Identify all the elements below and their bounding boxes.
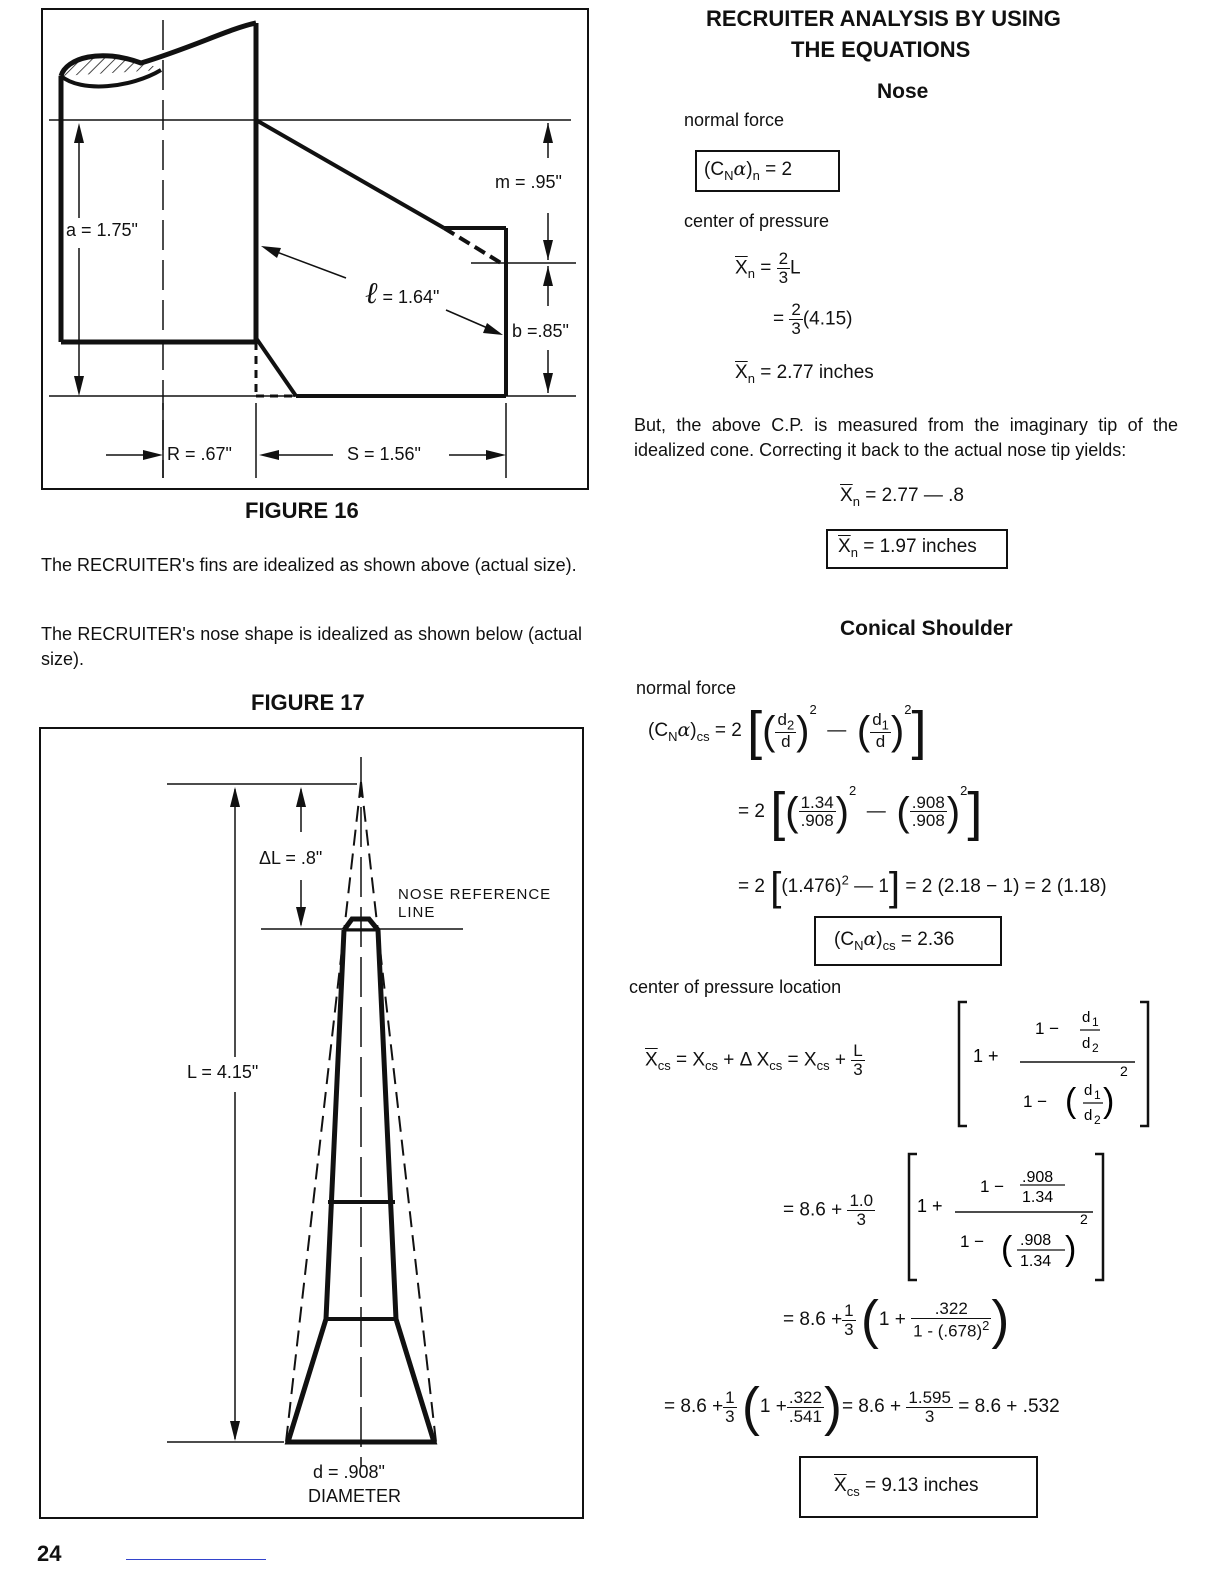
svg-text:1.34: 1.34 — [1020, 1253, 1052, 1270]
svg-text:): ) — [1065, 1230, 1077, 1268]
normal-force-label: normal force — [684, 110, 785, 130]
xcs-e4-lead: = 8.6 + — [664, 1396, 724, 1418]
xcs-e2-f2n: .908 — [1022, 1169, 1054, 1186]
svg-text:2: 2 — [1120, 1063, 1128, 1079]
svg-text:d: d — [1082, 1035, 1091, 1052]
xcs-equation-3: = 8.6 + $\frac{1}{3}$ (1 + $\frac{.322}{1 - (.678)^2}$ ) — [783, 1290, 1010, 1350]
dimension-S-label: S = 1.56" — [347, 444, 421, 464]
xcs-equation-4: = 8.6 + $\frac{1}{3}$ (1 + $\frac{.322}{.541}$ )= 8.6 + $\frac{1.595}{3}$ = 8.6 + .532 — [664, 1377, 1060, 1437]
nose-header: Nose — [877, 80, 929, 103]
cs-eq2-den-b: .908 — [911, 811, 945, 831]
figure-17-caption: FIGURE 17 — [251, 690, 365, 715]
xcs-e4-num: 1.595 — [908, 1387, 951, 1407]
svg-text:d: d — [1084, 1082, 1093, 1099]
svg-text:2: 2 — [1092, 1041, 1099, 1055]
figure-16-drawing — [41, 8, 589, 490]
dimension-delta-l-label: ΔL = .8" — [259, 848, 323, 868]
svg-text:1 +: 1 + — [973, 1046, 999, 1066]
xcs-e2-f1n: 1.0 — [849, 1191, 874, 1210]
fins-paragraph: The RECRUITER's fins are idealized as shown above (actual size). — [41, 555, 577, 575]
xn-eq4-rhs: = 2.77 — .8 — [865, 485, 964, 506]
svg-text:1 −: 1 − — [960, 1232, 985, 1251]
xcs-equation-2: = 8.6 + $\frac{1.0}{3}$ — [783, 1191, 874, 1229]
xn-eq2-rhs: (4.15) — [802, 308, 853, 330]
svg-text:2: 2 — [1094, 1113, 1101, 1127]
dimension-d-label: d = .908" — [313, 1462, 385, 1482]
dimension-l-label: ℓ = 1.64" — [365, 276, 440, 311]
xcs-e4-inner-num: .322 — [788, 1387, 822, 1407]
cs-eq2-num-a: 1.34 — [800, 792, 834, 812]
svg-text:): ) — [1103, 1082, 1115, 1120]
diameter-label: DIAMETER — [308, 1486, 402, 1506]
cn-cs-equation-1: $(C_N\alpha)_{cs} = 2$ [( $\frac{d_2}{d}$ )$^2$ — ( $\frac{d_1}{d}$ )$^2$] — [648, 700, 927, 761]
normal-force-label-2: normal force — [636, 678, 737, 698]
xn-boxed-rhs: = 1.97 inches — [863, 536, 977, 557]
svg-text:.908: .908 — [1020, 1232, 1052, 1249]
page-number: 24 — [37, 1541, 62, 1566]
dimension-L-label: L = 4.15" — [187, 1062, 259, 1082]
dimension-R-label: R = .67" — [167, 444, 232, 464]
svg-text:2: 2 — [1080, 1211, 1088, 1227]
xn-equation-1: $\overline{X}_n$ = $\frac{2}{3}$ L — [735, 249, 801, 287]
svg-text:1: 1 — [1092, 1015, 1099, 1029]
dimension-a-label: a = 1.75" — [66, 218, 138, 243]
xcs-e4-tail: = 8.6 + .532 — [958, 1396, 1060, 1418]
xn-equation-3: $\overline{X}_n = 2.77$ inches — [735, 362, 874, 386]
xcs-e2-lead: = 8.6 + — [783, 1199, 843, 1221]
dimension-m-label: m = .95" — [495, 172, 562, 192]
nose-paragraph: The RECRUITER's nose shape is idealized as shown below (actual size). — [41, 624, 582, 669]
dimension-l-value: = 1.64" — [382, 287, 440, 307]
xn-equation-4: $\overline{X}_n = 2.77$ — .8 — [840, 485, 964, 509]
svg-text:1 −: 1 − — [1023, 1092, 1048, 1111]
xn-eq1-rhs: L — [790, 257, 801, 279]
figure-17-drawing — [39, 727, 584, 1519]
svg-text:1: 1 — [1094, 1088, 1101, 1102]
dimension-b-label: b =.85" — [512, 321, 569, 341]
xcs-e3-lead: = 8.6 + — [783, 1309, 843, 1331]
xcs-e4-inner-den: .541 — [788, 1406, 822, 1426]
xcs-e2-f2d: 1.34 — [1022, 1189, 1054, 1206]
xcs-e3-den: (.678) — [937, 1321, 983, 1341]
cn-cs-boxed-value: = 2.36 — [900, 929, 955, 950]
cn-nose-equation: $(C_N\alpha)_n = 2$ — [704, 158, 793, 183]
xcs-eq2-brackets — [905, 1152, 1110, 1284]
cs-eq3-rest: = 2 (2.18 − 1) = 2 (1.18) — [905, 876, 1107, 898]
xn-result-equation: $\overline{X}_n = 1.97$ inches — [838, 536, 977, 560]
nose-reference-label-line2: LINE — [398, 904, 436, 921]
section-title-line1: RECRUITER ANALYSIS BY USING — [706, 6, 1061, 31]
xcs-e3-num: .322 — [911, 1300, 991, 1319]
svg-text:d: d — [1084, 1107, 1093, 1124]
svg-text:1 −: 1 − — [1035, 1019, 1060, 1038]
cs-eq3-base: (1.476) — [781, 876, 842, 898]
correction-paragraph: But, the above C.P. is measured from the imaginary tip of the idealized cone. Correcting it back to the actual nose tip yields: — [634, 415, 1178, 460]
svg-text:1 +: 1 + — [917, 1196, 943, 1216]
svg-text:d: d — [1082, 1009, 1091, 1026]
footer-rule — [126, 1559, 266, 1560]
svg-text:(: ( — [1001, 1230, 1013, 1268]
xcs-eq1-brackets — [955, 1000, 1155, 1130]
xcs-e4-mid: = 8.6 + — [841, 1396, 902, 1418]
center-of-pressure-label: center of pressure — [684, 211, 830, 231]
xcs-equation-1: $\overline{X}_{cs} = X_{cs} + \Delta$ $X_{cs} = X_{cs}$ + $\frac{L}{3}$ — [645, 1041, 863, 1079]
nose-reference-label-line1: NOSE REFERENCE — [398, 886, 552, 903]
xcs-boxed-rhs: = 9.13 inches — [864, 1475, 979, 1496]
cn-cs-equation-2: = 2 [( $\frac{1.34}{.908}$ )$^2$ — ( $\frac{.908}{.908}$ )$^2$] — [738, 781, 983, 842]
cn-nose-value: = 2 — [765, 159, 793, 180]
xn-equation-2: = $\frac{2}{3}$ (4.15) — [773, 300, 853, 338]
cn-cs-equation-3: = 2 [$(1.476)^2$ — 1] = 2 (2.18 − 1) = 2 (1.18) — [738, 865, 1107, 909]
conical-shoulder-header: Conical Shoulder — [840, 617, 1013, 640]
svg-text:(: ( — [1065, 1082, 1077, 1120]
xcs-result-equation: $\overline{X}_{cs} = 9.13$ inches — [834, 1475, 979, 1499]
xn-eq3-rhs: = 2.77 inches — [760, 362, 874, 383]
cp-location-label: center of pressure location — [629, 977, 842, 997]
cn-cs-result-equation: $(C_N\alpha)_{cs} = 2.36$ — [834, 928, 955, 953]
figure-16-caption: FIGURE 16 — [245, 498, 359, 523]
svg-text:1 −: 1 − — [980, 1177, 1005, 1196]
section-title-line2: THE EQUATIONS — [791, 37, 971, 62]
